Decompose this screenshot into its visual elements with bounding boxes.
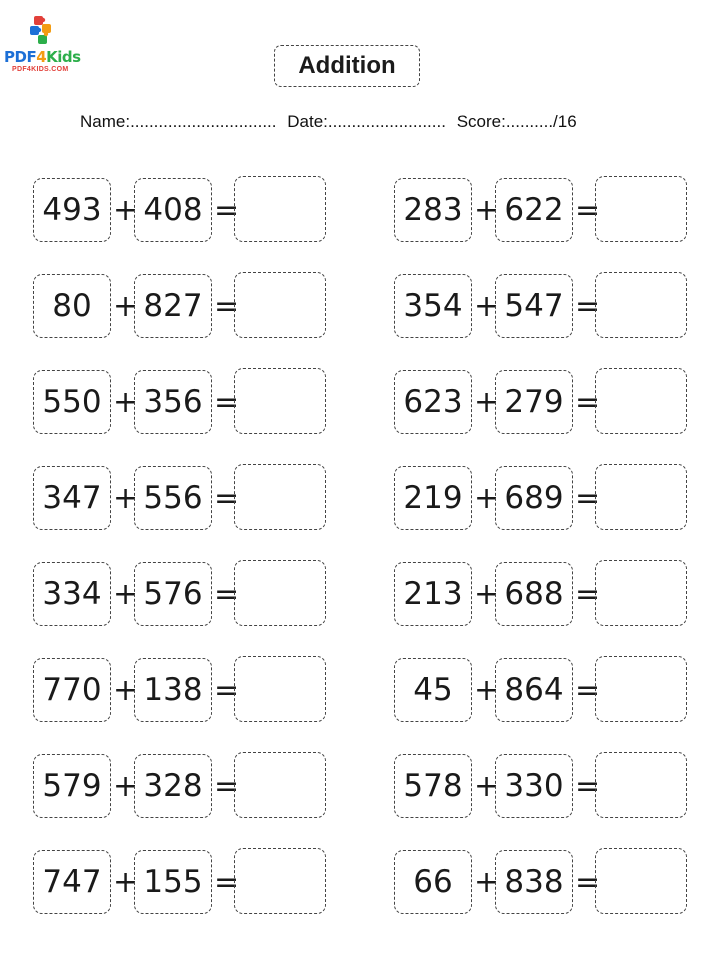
plus-sign: + [474, 672, 500, 708]
equals-sign: = [575, 576, 601, 612]
equals-sign: = [575, 384, 601, 420]
plus-sign: + [474, 288, 500, 324]
equals-sign: = [214, 480, 240, 516]
addition-problem [33, 850, 333, 916]
addition-problem [394, 562, 694, 628]
second-addend: 689 [495, 466, 573, 530]
addition-problem [394, 754, 694, 820]
first-addend: 770 [33, 658, 111, 722]
plus-sign: + [113, 768, 139, 804]
equals-sign: = [214, 576, 240, 612]
addition-problem [33, 466, 333, 532]
first-addend: 213 [394, 562, 472, 626]
logo [4, 14, 81, 76]
plus-sign: + [113, 672, 139, 708]
answer-box[interactable] [234, 464, 326, 530]
second-addend: 328 [134, 754, 212, 818]
first-addend: 45 [394, 658, 472, 722]
answer-box[interactable] [595, 752, 687, 818]
equals-sign: = [575, 768, 601, 804]
second-addend: 547 [495, 274, 573, 338]
first-addend: 354 [394, 274, 472, 338]
addition-problem [394, 178, 694, 244]
second-addend: 576 [134, 562, 212, 626]
second-addend: 827 [134, 274, 212, 338]
name-field: Name:............................... [80, 112, 277, 131]
answer-box[interactable] [595, 272, 687, 338]
equals-sign: = [575, 288, 601, 324]
plus-sign: + [474, 384, 500, 420]
addition-problem [33, 754, 333, 820]
answer-box[interactable] [595, 560, 687, 626]
equals-sign: = [214, 288, 240, 324]
student-info-line [80, 112, 583, 132]
equals-sign: = [214, 384, 240, 420]
answer-box[interactable] [595, 656, 687, 722]
second-addend: 330 [495, 754, 573, 818]
answer-box[interactable] [234, 176, 326, 242]
second-addend: 155 [134, 850, 212, 914]
logo-wordmark: PDF4Kids [4, 48, 81, 66]
equals-sign: = [214, 768, 240, 804]
second-addend: 838 [495, 850, 573, 914]
answer-box[interactable] [234, 368, 326, 434]
first-addend: 578 [394, 754, 472, 818]
first-addend: 66 [394, 850, 472, 914]
addition-problem [394, 274, 694, 340]
plus-sign: + [113, 864, 139, 900]
addition-problem [394, 850, 694, 916]
addition-problem [33, 658, 333, 724]
first-addend: 347 [33, 466, 111, 530]
plus-sign: + [474, 768, 500, 804]
answer-box[interactable] [595, 176, 687, 242]
score-field: Score:........../16 [456, 112, 577, 131]
plus-sign: + [474, 576, 500, 612]
answer-box[interactable] [595, 464, 687, 530]
addition-problem [33, 562, 333, 628]
second-addend: 622 [495, 178, 573, 242]
second-addend: 408 [134, 178, 212, 242]
answer-box[interactable] [234, 272, 326, 338]
answer-box[interactable] [595, 368, 687, 434]
addition-problem [33, 178, 333, 244]
answer-box[interactable] [234, 848, 326, 914]
first-addend: 550 [33, 370, 111, 434]
first-addend: 283 [394, 178, 472, 242]
addition-problem [33, 274, 333, 340]
plus-sign: + [474, 480, 500, 516]
date-field: Date:......................... [287, 112, 446, 131]
second-addend: 688 [495, 562, 573, 626]
plus-sign: + [113, 384, 139, 420]
plus-sign: + [113, 480, 139, 516]
logo-url: PDF4KIDS.COM [12, 66, 69, 73]
equals-sign: = [575, 864, 601, 900]
equals-sign: = [575, 672, 601, 708]
equals-sign: = [214, 864, 240, 900]
first-addend: 334 [33, 562, 111, 626]
second-addend: 864 [495, 658, 573, 722]
first-addend: 80 [33, 274, 111, 338]
puzzle-icon [28, 14, 54, 48]
first-addend: 579 [33, 754, 111, 818]
plus-sign: + [474, 192, 500, 228]
addition-problem [394, 370, 694, 436]
equals-sign: = [575, 192, 601, 228]
addition-problem [394, 466, 694, 532]
answer-box[interactable] [234, 656, 326, 722]
answer-box[interactable] [595, 848, 687, 914]
plus-sign: + [113, 576, 139, 612]
addition-problem [394, 658, 694, 724]
first-addend: 623 [394, 370, 472, 434]
equals-sign: = [214, 192, 240, 228]
second-addend: 556 [134, 466, 212, 530]
second-addend: 138 [134, 658, 212, 722]
addition-problem [33, 370, 333, 436]
second-addend: 279 [495, 370, 573, 434]
equals-sign: = [214, 672, 240, 708]
plus-sign: + [113, 288, 139, 324]
answer-box[interactable] [234, 560, 326, 626]
first-addend: 219 [394, 466, 472, 530]
answer-box[interactable] [234, 752, 326, 818]
plus-sign: + [113, 192, 139, 228]
plus-sign: + [474, 864, 500, 900]
first-addend: 747 [33, 850, 111, 914]
equals-sign: = [575, 480, 601, 516]
first-addend: 493 [33, 178, 111, 242]
second-addend: 356 [134, 370, 212, 434]
page-title: Addition [274, 45, 420, 87]
